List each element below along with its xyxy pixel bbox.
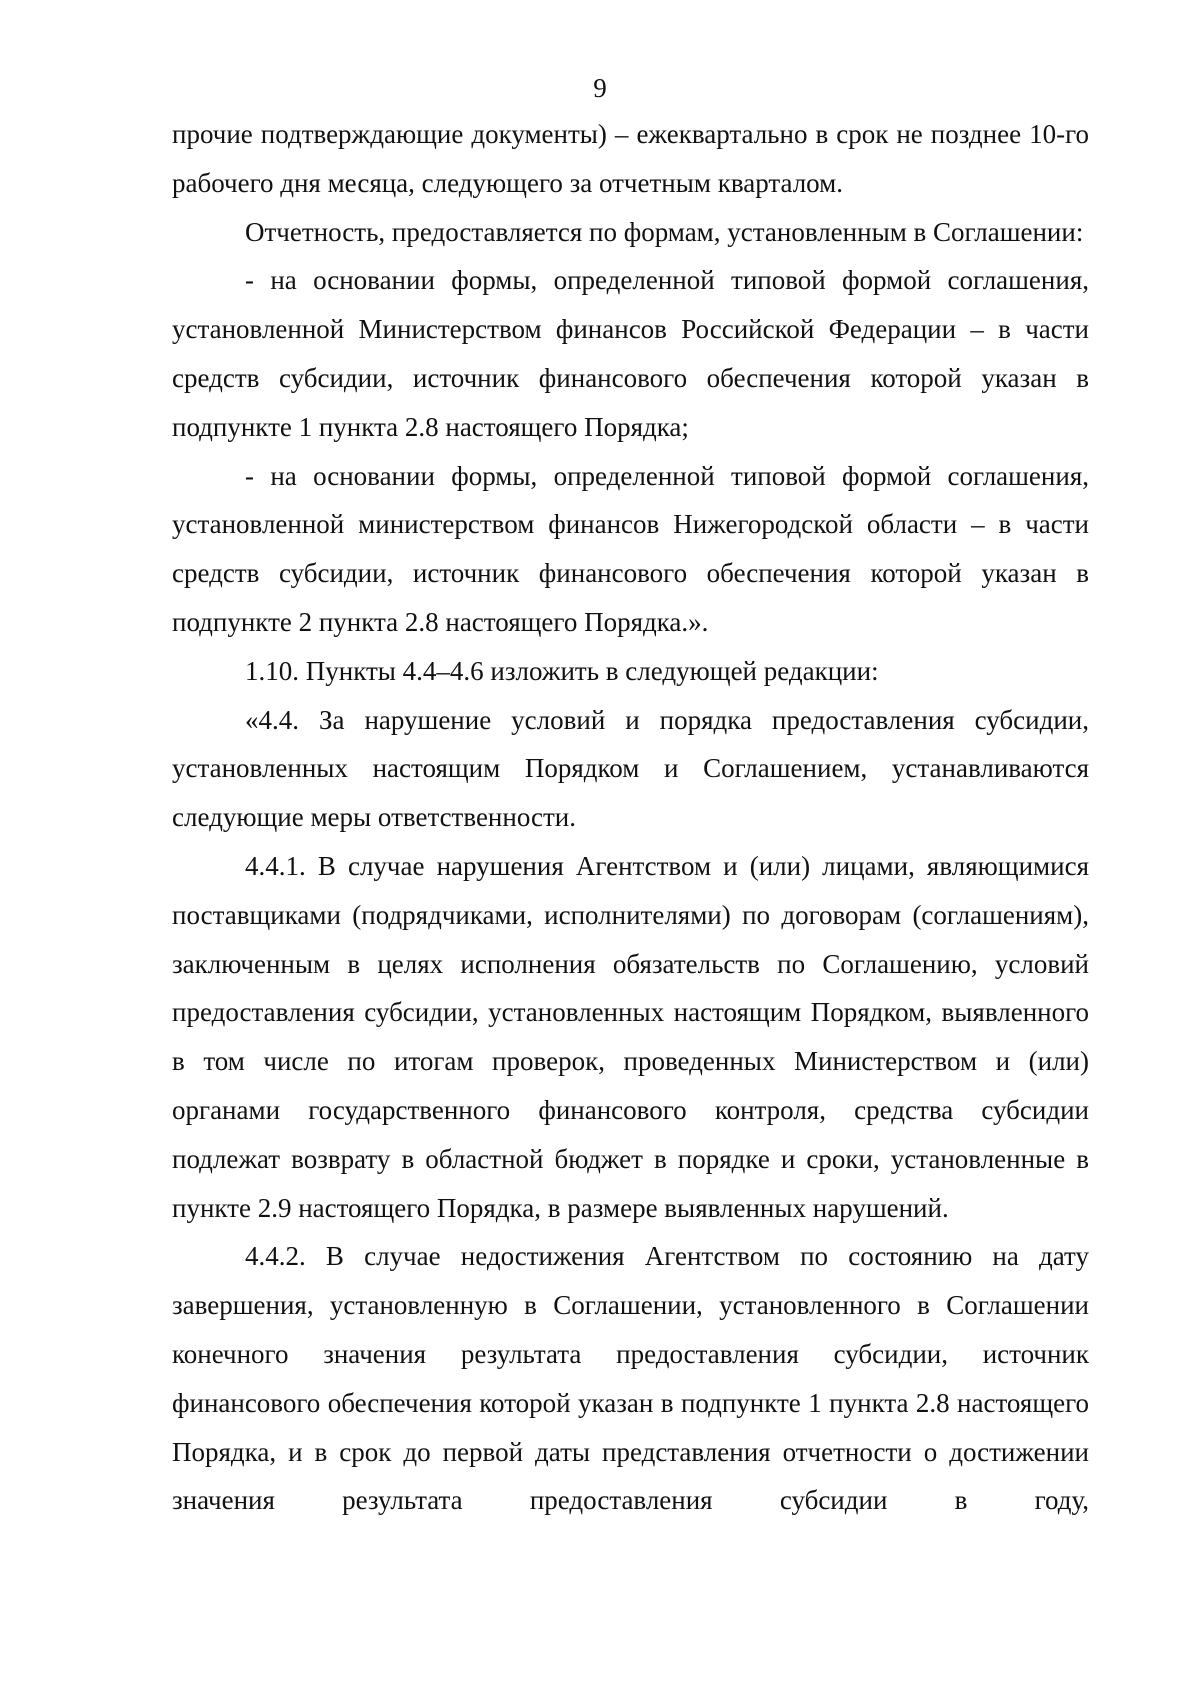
paragraph-clause-4-4: «4.4. За нарушение условий и порядка предоставления субсидии, установленных настоящим Порядком и Соглашением, устанавливаются следующие меры ответственности. [172,704,1089,833]
document-body [172,110,1089,1525]
paragraph-clause-4-4-1: 4.4.1. В случае нарушения Агентством и (или) лицами, являющимися поставщиками (подрядчиками, исполнителями) по договорам (соглашениям), заключенным в целях исполнения обязательств по Соглашению, условий предоставления субсидии, установленных настоящим Порядком, выявленного в том числе по итогам проверок, проведенных Министерством и (или) органами государственного финансового контроля, средства субсидии подлежат возврату в областной бюджет в порядке и сроки, установленные в пункте 2.9 настоящего Порядка, в размере выявленных нарушений. [172,850,1089,1223]
paragraph-clause-1-10: 1.10. Пункты 4.4–4.6 изложить в следующей редакции: [245,655,879,686]
page-number: 9 [593,73,607,103]
list-item-regional-form: - на основании формы, определенной типовой формой соглашения, установленной министерством финансов Нижегородской области – в части средств субсидии, источник финансового обеспечения которой указан в подпункте 2 пункта 2.8 настоящего Порядка.». [172,460,1089,637]
paragraph-continuation: прочие подтверждающие документы) – ежеквартально в срок не позднее 10-го рабочего дня месяца, следующего за отчетным кварталом. [172,119,1089,198]
list-item-federal-form: - на основании формы, определенной типовой формой соглашения, установленной Министерством финансов Российской Федерации – в части средств субсидии, источник финансового обеспечения которой указан в подпункте 1 пункта 2.8 настоящего Порядка; [172,265,1089,442]
paragraph-reporting-forms: Отчетность, предоставляется по формам, установленным в Соглашении: [245,216,1084,247]
paragraph-clause-4-4-2: 4.4.2. В случае недостижения Агентством по состоянию на дату завершения, установленную в Соглашении, установленного в Соглашении конечного значения результата предоставления субсидии, источник финансового обеспечения которой указан в подпункте 1 пункта 2.8 настоящего Порядка, и в срок до первой даты представления отчетности о достижении значения результата предоставления субсидии в году, [172,1241,1089,1516]
